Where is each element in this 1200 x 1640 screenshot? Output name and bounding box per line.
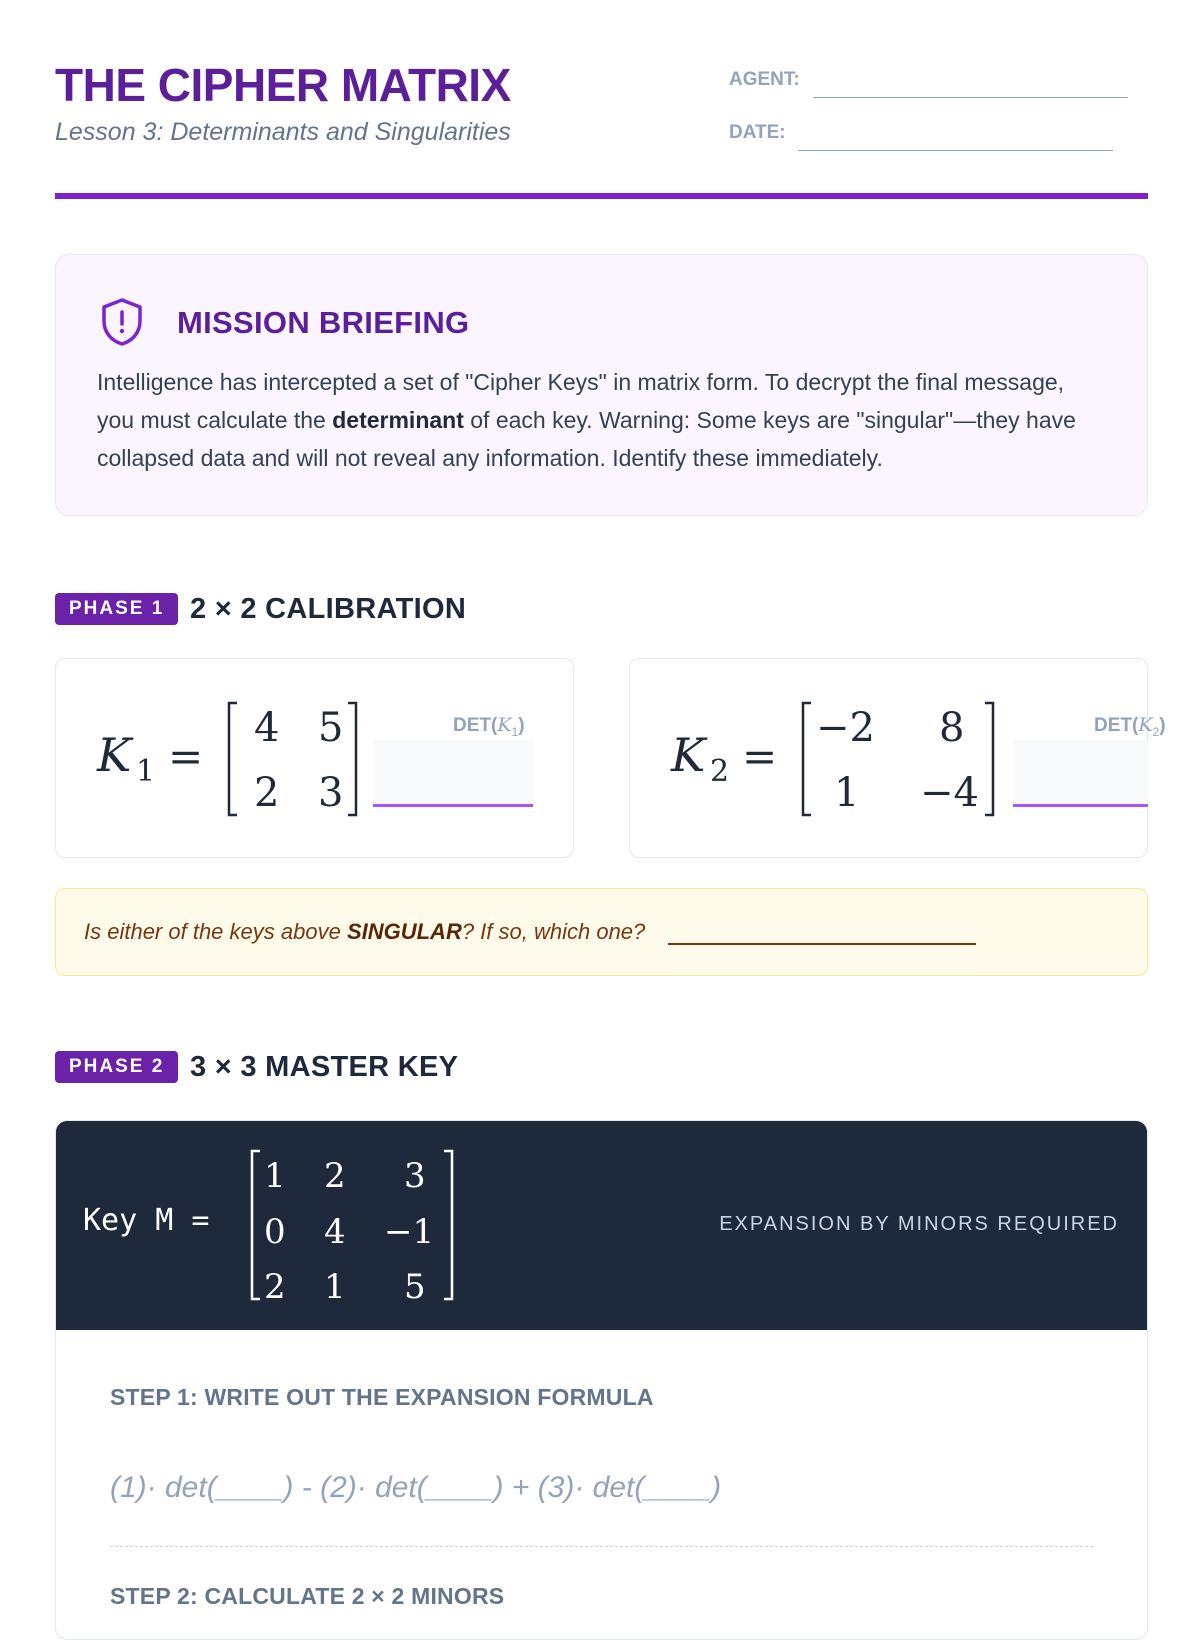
singular-answer-line[interactable] xyxy=(668,943,976,945)
phase-1-badge: PHASE 1 xyxy=(55,593,178,625)
matrix-entry: 2 xyxy=(254,770,280,816)
equals-sign: = xyxy=(742,732,778,781)
matrix-entry: −4 xyxy=(920,770,979,816)
master-key-header xyxy=(56,1121,1147,1330)
matrix-entry: −1 xyxy=(384,1212,435,1252)
det-sub: 2 xyxy=(1152,724,1160,739)
question-emphasis: SINGULAR xyxy=(346,919,462,944)
date-field[interactable] xyxy=(798,150,1113,151)
singular-question-text xyxy=(84,919,645,945)
phase-2-badge: PHASE 2 xyxy=(55,1051,178,1083)
det-prefix: DET( xyxy=(453,715,498,736)
matrix-name: K xyxy=(671,728,706,782)
det-prefix: DET( xyxy=(1094,715,1139,736)
matrix-entry: 3 xyxy=(404,1156,426,1196)
key-m-label: Key M = xyxy=(83,1203,210,1238)
det-var: K xyxy=(1138,714,1153,736)
matrix-entry: 1 xyxy=(834,770,860,816)
det-k1-label xyxy=(453,714,525,739)
matrix-entry: 3 xyxy=(318,770,344,816)
det-k2-answer-field[interactable] xyxy=(1013,740,1148,807)
step-2-label: STEP 2: CALCULATE 2 × 2 MINORS xyxy=(110,1583,505,1609)
agent-label: AGENT: xyxy=(729,69,800,90)
date-label: DATE: xyxy=(729,122,786,143)
lesson-subtitle: Lesson 3: Determinants and Singularities xyxy=(55,118,511,146)
briefing-title: MISSION BRIEFING xyxy=(177,305,470,340)
matrix-subscript: 1 xyxy=(136,754,156,789)
briefing-text-part: Intelligence has intercepted a set of "Cipher Keys" in matrix form. To decrypt the final message, you must calculate the xyxy=(97,369,1065,433)
det-sub: 1 xyxy=(511,724,519,739)
det-suffix: ) xyxy=(518,715,525,736)
matrix-entry: 5 xyxy=(404,1267,426,1306)
section-divider xyxy=(110,1546,1093,1547)
matrix-entry: 0 xyxy=(264,1212,286,1252)
step-1-label: STEP 1: WRITE OUT THE EXPANSION FORMULA xyxy=(110,1384,654,1410)
phase-1-title: 2 × 2 CALIBRATION xyxy=(190,593,467,625)
agent-field[interactable] xyxy=(813,97,1128,98)
matrix-entry: 1 xyxy=(264,1156,286,1196)
det-var: K xyxy=(497,714,512,736)
mission-briefing xyxy=(55,254,1148,516)
det-k2-label xyxy=(1094,714,1166,739)
question-part: Is either of the keys above xyxy=(84,919,347,944)
matrix-m xyxy=(246,1146,476,1306)
matrix-entry: −2 xyxy=(816,705,875,751)
matrix-entry: 2 xyxy=(264,1267,286,1306)
briefing-emphasis: determinant xyxy=(332,407,464,433)
matrix-name: K xyxy=(97,728,132,782)
equals-sign: = xyxy=(168,732,204,781)
matrix-entry: 4 xyxy=(254,705,280,751)
header-divider xyxy=(55,193,1148,199)
briefing-text-part: of each key. Warning: Some keys are "singular"—they have collapsed data and will not reveal any information. Identify these immediately. xyxy=(97,407,1076,471)
det-suffix: ) xyxy=(1159,715,1166,736)
page-title: THE CIPHER MATRIX xyxy=(55,59,511,111)
matrix-entry: 2 xyxy=(324,1156,346,1196)
det-k1-answer-field[interactable] xyxy=(373,740,533,807)
matrix-entry: 5 xyxy=(318,705,344,751)
matrix-subscript: 2 xyxy=(710,754,730,789)
matrix-entry: 4 xyxy=(324,1212,346,1252)
expansion-formula[interactable]: (1)· det(____) - (2)· det(____) + (3)· det(____) xyxy=(110,1471,722,1504)
master-key-panel xyxy=(55,1120,1148,1640)
question-part: ? If so, which one? xyxy=(461,919,646,944)
expansion-note: EXPANSION BY MINORS REQUIRED xyxy=(719,1213,1119,1235)
phase-2-title: 3 × 3 MASTER KEY xyxy=(190,1051,459,1083)
briefing-text xyxy=(97,363,1107,477)
matrix-entry: 8 xyxy=(939,705,965,751)
matrix-entry: 1 xyxy=(324,1267,346,1306)
singular-question xyxy=(55,888,1148,976)
shield-alert-icon xyxy=(100,297,144,347)
